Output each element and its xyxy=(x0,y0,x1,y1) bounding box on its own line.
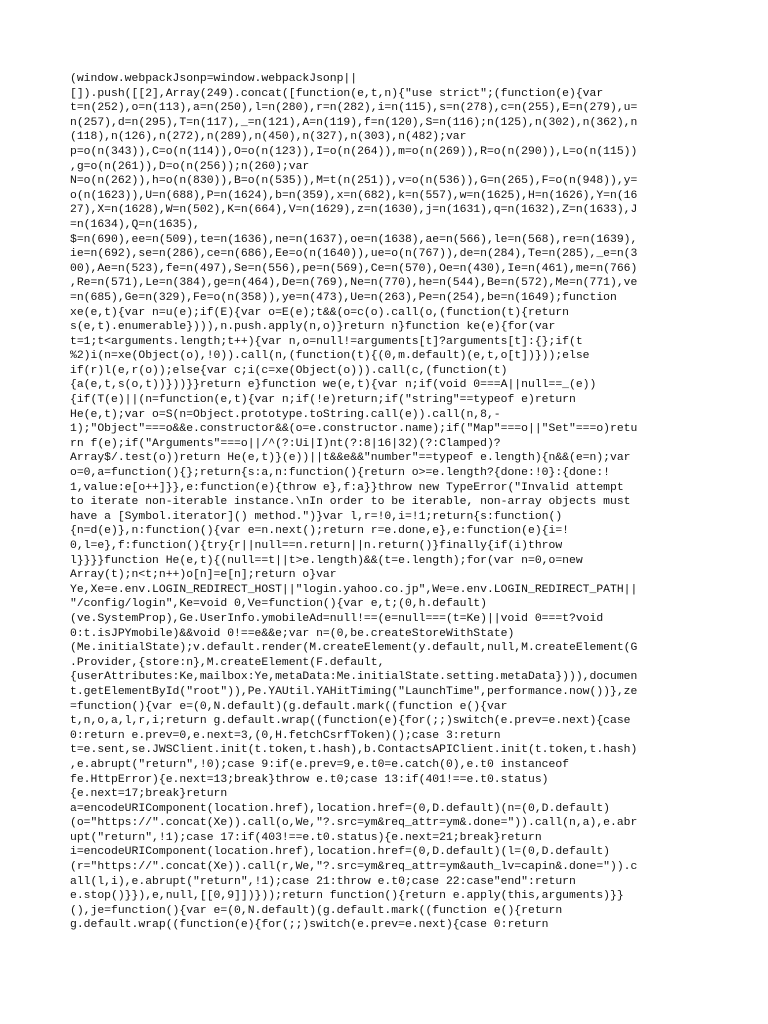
code-line: {if(T(e)||(n=function(e,t){var n;if(!e)return;if("string"==typeof e)return xyxy=(70,394,576,407)
code-line: fe.HttpError){e.next=13;break}throw e.t0;case 13:if(401!==e.t0.status) xyxy=(70,773,549,786)
code-line: []).push([[2],Array(249).concat([function(e,t,n){"use strict";(function(e){var xyxy=(70,87,604,100)
code-line: o(n(1623)),U=n(688),P=n(1624),b=n(359),x=n(682),k=n(557),w=n(1625),H=n(1626),Y=n(16 xyxy=(70,189,638,202)
code-line: 27),X=n(1628),W=n(502),K=n(664),V=n(1629),z=n(1630),j=n(1631),q=n(1632),Z=n(1633),J xyxy=(70,204,638,217)
code-line: {n=d(e)},n:function(){var e=n.next();return r=e.done,e},e:function(e){i=! xyxy=(70,525,569,538)
code-line: p=o(n(343)),C=o(n(114)),O=o(n(123)),I=o(n(264)),m=o(n(269)),R=o(n(290)),L=o(n(115)) xyxy=(70,145,638,158)
code-line: (window.webpackJsonp=window.webpackJsonp|| xyxy=(70,73,358,85)
code-line: t.getElementById("root")),Pe.YAUtil.YAHitTiming("LaunchTime",performance.now())},ze xyxy=(70,685,638,698)
code-line: {a(e,t,s(o,t))}))}}return e}function we(e,t){var n;if(void 0===A||null==_(e)) xyxy=(70,379,597,392)
code-line: 1,value:e[o++]}},e:function(e){throw e},f:a}}throw new TypeError("Invalid attempt xyxy=(70,481,624,494)
code-line: s(e,t).enumerable}))),n.push.apply(n,o)}return n}function ke(e){for(var xyxy=(70,321,556,334)
code-line: 0:return e.prev=0,e.next=3,(0,H.fetchCsrfToken)();case 3:return xyxy=(70,729,501,742)
code-line: (ve.SystemProp),Ge.UserInfo.ymobileAd=null!==(e=null===(t=Ke)||void 0===t?void xyxy=(70,612,604,625)
code-line: {e.next=17;break}return xyxy=(70,788,228,801)
code-line: Ye,Xe=e.env.LOGIN_REDIRECT_HOST||"login.yahoo.co.jp",We=e.env.LOGIN_REDIRECT_PATH|| xyxy=(70,583,638,596)
javascript-source-view xyxy=(70,72,696,933)
code-line: ,Re=n(571),Le=n(384),ge=n(464),De=n(769),Ne=n(770),he=n(544),Be=n(572),Me=n(771),ve xyxy=(70,277,638,290)
code-line: l}}}}function He(e,t){(null==t||t>e.length)&&(t=e.length);for(var n=0,o=new xyxy=(70,554,583,567)
code-line: =n(1634),Q=n(1635), xyxy=(70,218,200,231)
code-line: =function(){var e=(0,N.default)(g.default.mark((function e(){var xyxy=(70,700,508,713)
code-line: ,e.abrupt("return",!0);case 9:if(e.prev=9,e.t0=e.catch(0),e.t0 instanceof xyxy=(70,758,569,771)
code-line: e.stop()}}),e,null,[[0,9]])}));return function(){return e.apply(this,arguments)}} xyxy=(70,890,624,903)
code-line: xe(e,t){var n=u(e);if(E){var o=E(e);t&&(o=c(o).call(o,(function(t){return xyxy=(70,306,569,319)
code-line: rn f(e);if("Arguments"===o||/^(?:Ui|I)nt(?:8|16|32)(?:Clamped)? xyxy=(70,437,501,450)
code-line: all(l,i),e.abrupt("return",!1);case 21:throw e.t0;case 22:case"end":return xyxy=(70,875,576,888)
code-line: He(e,t);var o=S(n=Object.prototype.toString.call(e)).call(n,8,- xyxy=(70,408,501,421)
code-line: 00),Ae=n(523),fe=n(497),Se=n(556),pe=n(569),Ce=n(570),Oe=n(430),Ie=n(461),me=n(766) xyxy=(70,262,638,275)
code-line: .Provider,{store:n},M.createElement(F.default, xyxy=(70,656,385,669)
code-line: t,n,o,a,l,r,i;return g.default.wrap((function(e){for(;;)switch(e.prev=e.next){case xyxy=(70,715,631,728)
code-line: 0:t.isJPYmobile)&&void 0!==e&&e;var n=(0,be.createStoreWithState) xyxy=(70,627,515,640)
code-line: t=e.sent,se.JWSClient.init(t.token,t.hash),b.ContactsAPIClient.init(t.token,t.hash) xyxy=(70,744,638,757)
code-line: ,g=o(n(261)),D=o(n(256));n(260);var xyxy=(70,160,310,173)
code-line: (o="https://".concat(Xe)).call(o,We,"?.src=ym&req_attr=ym&.done=")).call(n,a),e.abr xyxy=(70,817,638,830)
code-line: N=o(n(262)),h=o(n(830)),B=o(n(535)),M=t(n(251)),v=o(n(536)),G=n(265),F=o(n(948)),y= xyxy=(70,175,638,188)
code-line: (Me.initialState);v.default.render(M.createElement(y.default,null,M.createElement(G xyxy=(70,642,638,655)
code-line: i=encodeURIComponent(location.href),location.href=(0,D.default)(l=(0,D.default) xyxy=(70,846,611,859)
code-line: %2)i(n=xe(Object(o),!0)).call(n,(function(t){(0,m.default)(e,t,o[t])}));else xyxy=(70,350,590,363)
code-line: (),je=function(){var e=(0,N.default)(g.default.mark((function e(){return xyxy=(70,904,563,917)
code-line: Array$/.test(o))return He(e,t)}(e))||t&&e&&"number"==typeof e.length){n&&(e=n);var xyxy=(70,452,631,465)
code-line: 1);"Object"===o&&e.constructor&&(o=e.constructor.name);if("Map"===o||"Set"===o)retu xyxy=(70,423,638,436)
code-line: "/config/login",Ke=void 0,Ve=function(){var e,t;(0,h.default) xyxy=(70,598,487,611)
code-line: (118),n(126),n(272),n(289),n(450),n(327),n(303),n(482);var xyxy=(70,131,467,144)
code-line: Array(t);n<t;n++)o[n]=e[n];return o}var xyxy=(70,569,337,582)
code-line: n(257),d=n(295),T=n(117),_=n(121),A=n(119),f=n(120),S=n(116);n(125),n(302),n(362),n xyxy=(70,116,638,129)
code-line: t=n(252),o=n(113),a=n(250),l=n(280),r=n(282),i=n(115),s=n(278),c=n(255),E=n(279),u= xyxy=(70,102,638,115)
code-line: =n(685),Ge=n(329),Fe=o(n(358)),ye=n(473),Ue=n(263),Pe=n(254),be=n(1649);function xyxy=(70,291,617,304)
code-line: have a [Symbol.iterator]() method.")}var l,r=!0,i=!1;return{s:function() xyxy=(70,510,563,523)
code-line: o=0,a=function(){};return{s:a,n:function(){return o>=e.length?{done:!0}:{done:! xyxy=(70,467,611,480)
code-line: a=encodeURIComponent(location.href),location.href=(0,D.default)(n=(0,D.default) xyxy=(70,802,611,815)
code-line: t=1;t<arguments.length;t++){var n,o=null!=arguments[t]?arguments[t]:{};if(t xyxy=(70,335,583,348)
code-line: {userAttributes:Ke,mailbox:Ye,metaData:Me.initialState.setting.metaData}))),documen xyxy=(70,671,638,684)
code-line: upt("return",!1);case 17:if(403!==e.t0.status){e.next=21;break}return xyxy=(70,831,542,844)
code-line: if(r)l(e,r(o));else{var c;i(c=xe(Object(o))).call(c,(function(t) xyxy=(70,364,508,377)
code-line: to iterate non-iterable instance.\nIn order to be iterable, non-array objects must xyxy=(70,496,631,509)
code-line: (r="https://".concat(Xe)).call(r,We,"?.src=ym&req_attr=ym&auth_lv=capin&.done=")).c xyxy=(70,861,638,874)
code-line: ie=n(692),se=n(286),ce=n(686),Ee=o(n(1640)),ue=o(n(767)),de=n(284),Te=n(285),_e=n(3 xyxy=(70,248,638,261)
code-line: g.default.wrap((function(e){for(;;)switch(e.prev=e.next){case 0:return xyxy=(70,919,549,932)
code-line: $=n(690),ee=n(509),te=n(1636),ne=n(1637),oe=n(1638),ae=n(566),le=n(568),re=n(1639), xyxy=(70,233,638,246)
code-line: 0,l=e},f:function(){try{r||null==n.return||n.return()}finally{if(i)throw xyxy=(70,540,563,552)
